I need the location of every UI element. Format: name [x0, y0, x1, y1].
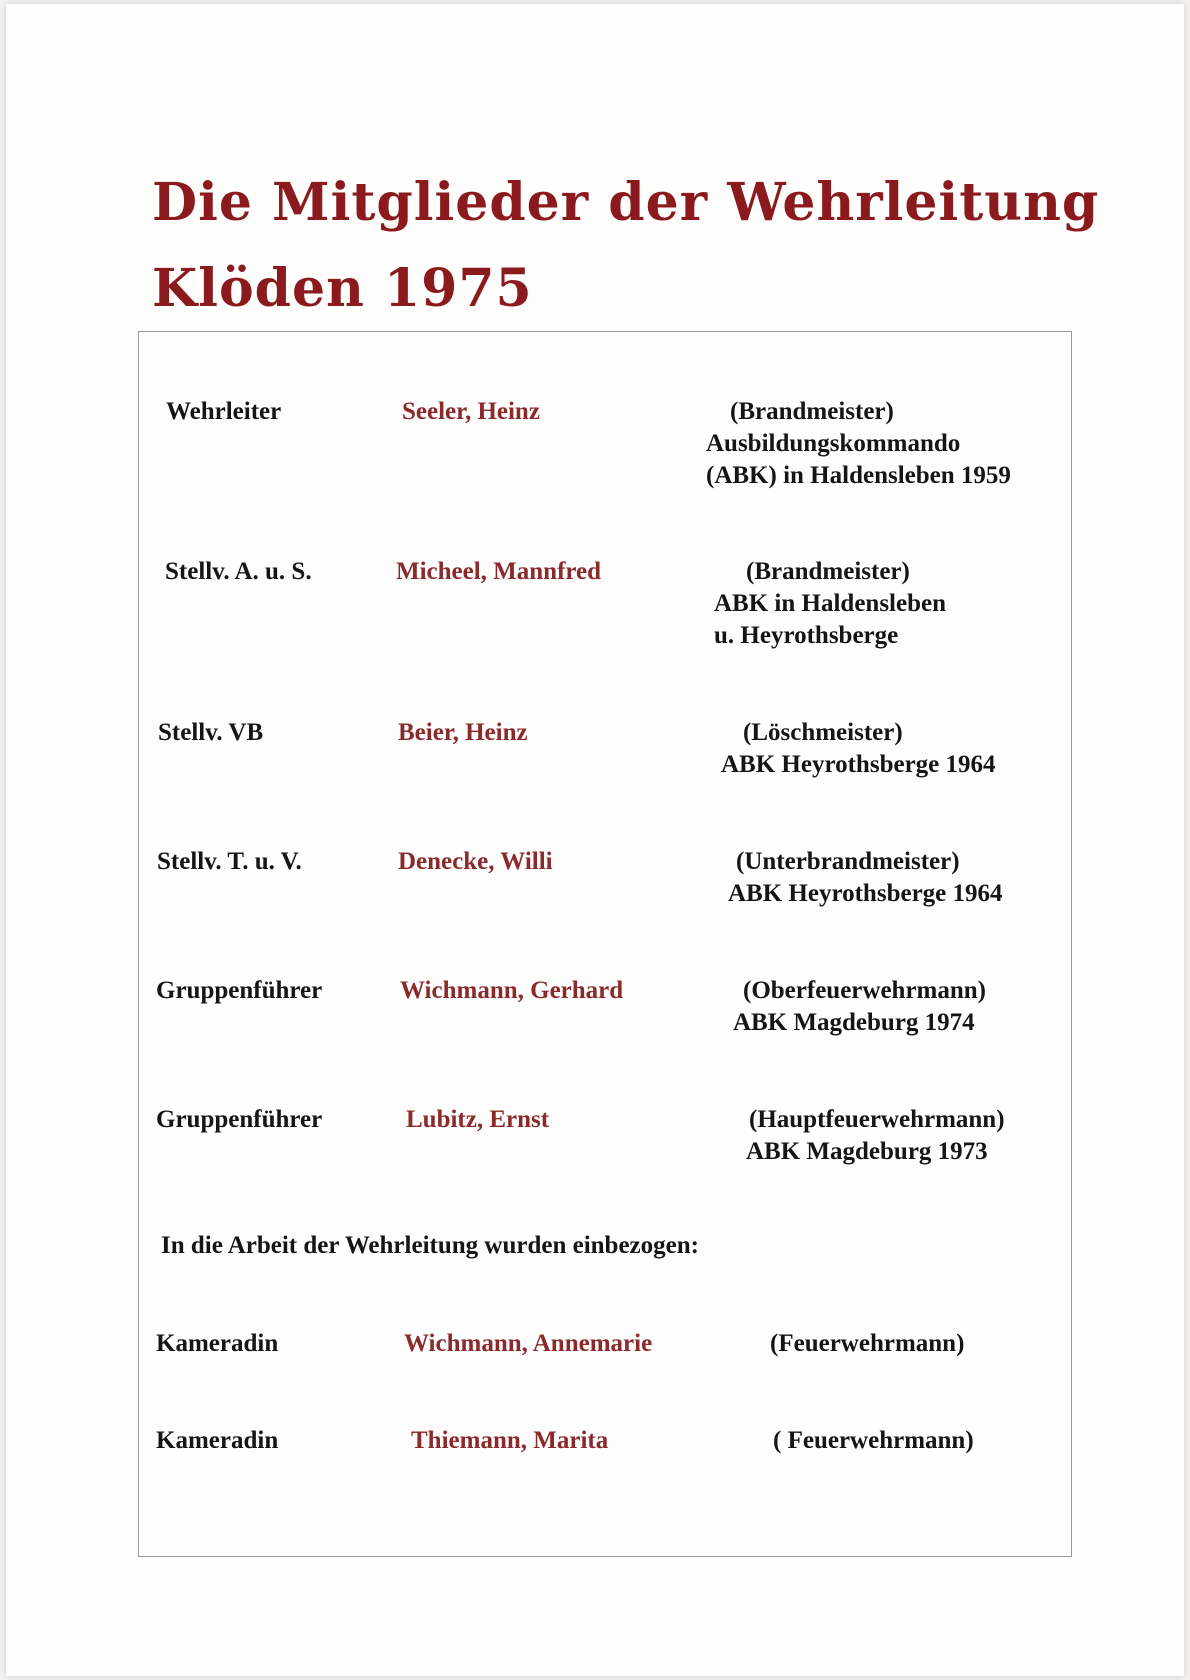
- member-note-line: (Hauptfeuerwehrmann): [749, 1106, 1005, 1133]
- member-note: [733, 975, 986, 1039]
- included-role: Kameradin: [156, 1330, 279, 1357]
- member-note-line: Ausbildungskommando: [706, 430, 961, 457]
- member-role: Stellv. VB: [158, 719, 264, 746]
- included-note: (Feuerwehrmann): [770, 1330, 965, 1357]
- member-name: Lubitz, Ernst: [406, 1106, 550, 1133]
- member-name: Beier, Heinz: [398, 719, 528, 746]
- member-note-line: (Oberfeuerwehrmann): [743, 977, 986, 1004]
- member-note-line: u. Heyrothsberge: [714, 622, 899, 649]
- member-note-line: ABK in Haldensleben: [714, 590, 946, 617]
- member-note: [706, 396, 1011, 492]
- included-note: ( Feuerwehrmann): [773, 1427, 974, 1454]
- member-name: Wichmann, Gerhard: [400, 977, 624, 1004]
- member-note-line: (Brandmeister): [746, 558, 910, 585]
- member-note-line: (Unterbrandmeister): [736, 848, 960, 875]
- member-note: [728, 846, 1003, 910]
- member-name: Micheel, Mannfred: [396, 558, 602, 585]
- members-frame: [138, 331, 1072, 1557]
- member-role: Gruppenführer: [156, 1106, 323, 1133]
- title-line-1: Die Mitglieder der Wehrleitung: [152, 172, 1100, 233]
- title-line-2: Klöden 1975: [152, 258, 533, 319]
- member-note: [746, 1104, 1005, 1168]
- member-note-line: (Brandmeister): [730, 398, 894, 425]
- member-note: [721, 717, 996, 781]
- member-note-line: ABK Heyrothsberge 1964: [728, 880, 1003, 907]
- member-note-line: (Löschmeister): [743, 719, 903, 746]
- included-intro: In die Arbeit der Wehrleitung wurden einbezogen:: [161, 1232, 699, 1259]
- included-name: Wichmann, Annemarie: [404, 1330, 653, 1357]
- member-note-line: ABK Heyrothsberge 1964: [721, 751, 996, 778]
- member-role: Stellv. A. u. S.: [165, 558, 312, 585]
- member-name: Denecke, Willi: [398, 848, 553, 875]
- member-note-line: ABK Magdeburg 1974: [733, 1009, 975, 1036]
- member-name: Seeler, Heinz: [402, 398, 540, 425]
- member-role: Stellv. T. u. V.: [157, 848, 302, 875]
- document-page: [6, 4, 1184, 1676]
- included-role: Kameradin: [156, 1427, 279, 1454]
- member-note: [714, 556, 946, 652]
- included-name: Thiemann, Marita: [411, 1427, 609, 1454]
- member-role: Wehrleiter: [166, 398, 282, 425]
- member-note-line: (ABK) in Haldensleben 1959: [706, 462, 1011, 489]
- member-role: Gruppenführer: [156, 977, 323, 1004]
- member-note-line: ABK Magdeburg 1973: [746, 1138, 988, 1165]
